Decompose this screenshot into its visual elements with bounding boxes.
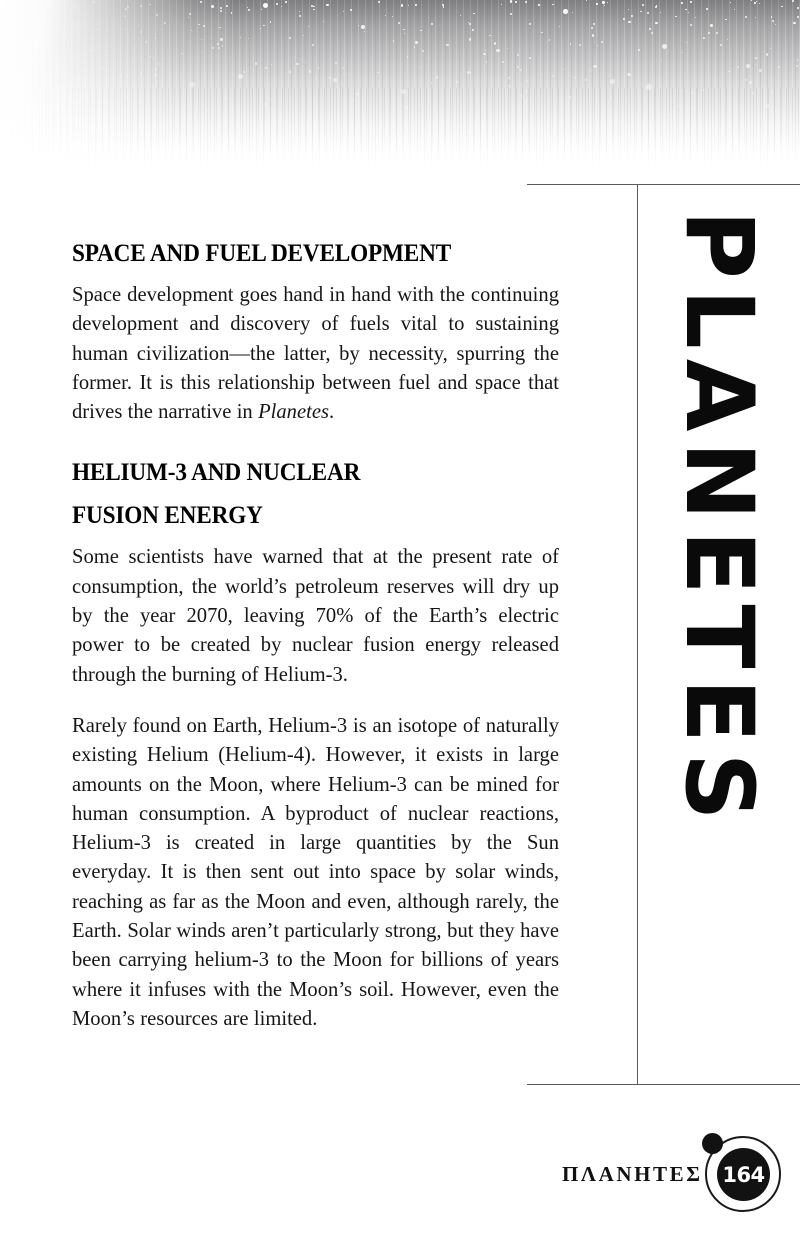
paragraph-text-after-title: . (329, 401, 335, 424)
footer-series-label: ΠΛΑΝΗΤΕΣ (562, 1162, 703, 1186)
section-heading-helium3-line1: HELIUM-3 AND NUCLEAR (72, 459, 361, 487)
page-number: 164 (722, 1162, 765, 1187)
page-footer (540, 1118, 800, 1228)
planet-orbit-icon (698, 1122, 792, 1224)
sidebar-wordmark-text: PLANETES (663, 210, 773, 831)
starfield-left-fade (0, 0, 230, 168)
paragraph-petroleum-reserves: Some scientists have warned that at the present rate of consumption, the world’s petroleum reserves will dry up by the year 2070, leaving 70% of the Earth’s electric power to be created by nuclear fusion energy released through the burning of Helium-3. (72, 546, 559, 686)
article-body (72, 238, 559, 1034)
work-title-planetes: Planetes (258, 401, 329, 424)
paragraph-text-before-title: Space development goes hand in hand with the continuing development and discovery of fuels vital to sustaining human civilization—the latter, by necessity, spurring the former. It is this relationship between fuel and space that drives the narrative in (72, 284, 559, 424)
paragraph-helium3-isotope: Rarely found on Earth, Helium-3 is an isotope of naturally existing Helium (Helium-4). However, it exists in large amounts on the Moon, where Helium-3 can be mined for human consumption. A byproduct of nuclear reactions, Helium-3 is created in large quantities by the Sun everyday. It is then sent out into space by solar winds, reaching as far as the Moon and even, although rarely, the Earth. Solar winds aren’t particularly strong, but they have been carrying helium-3 to the Moon for billions of years where it infuses with the Moon’s soil. However, even the Moon’s resources are limited. (72, 714, 559, 1030)
sidebar-wordmark (637, 184, 800, 1085)
starfield-band (0, 0, 800, 168)
paragraph-space-development (72, 281, 559, 427)
section-heading-helium3-line2: FUSION ENERGY (72, 502, 263, 530)
section-heading-space-and-fuel: SPACE AND FUEL DEVELOPMENT (72, 240, 452, 267)
